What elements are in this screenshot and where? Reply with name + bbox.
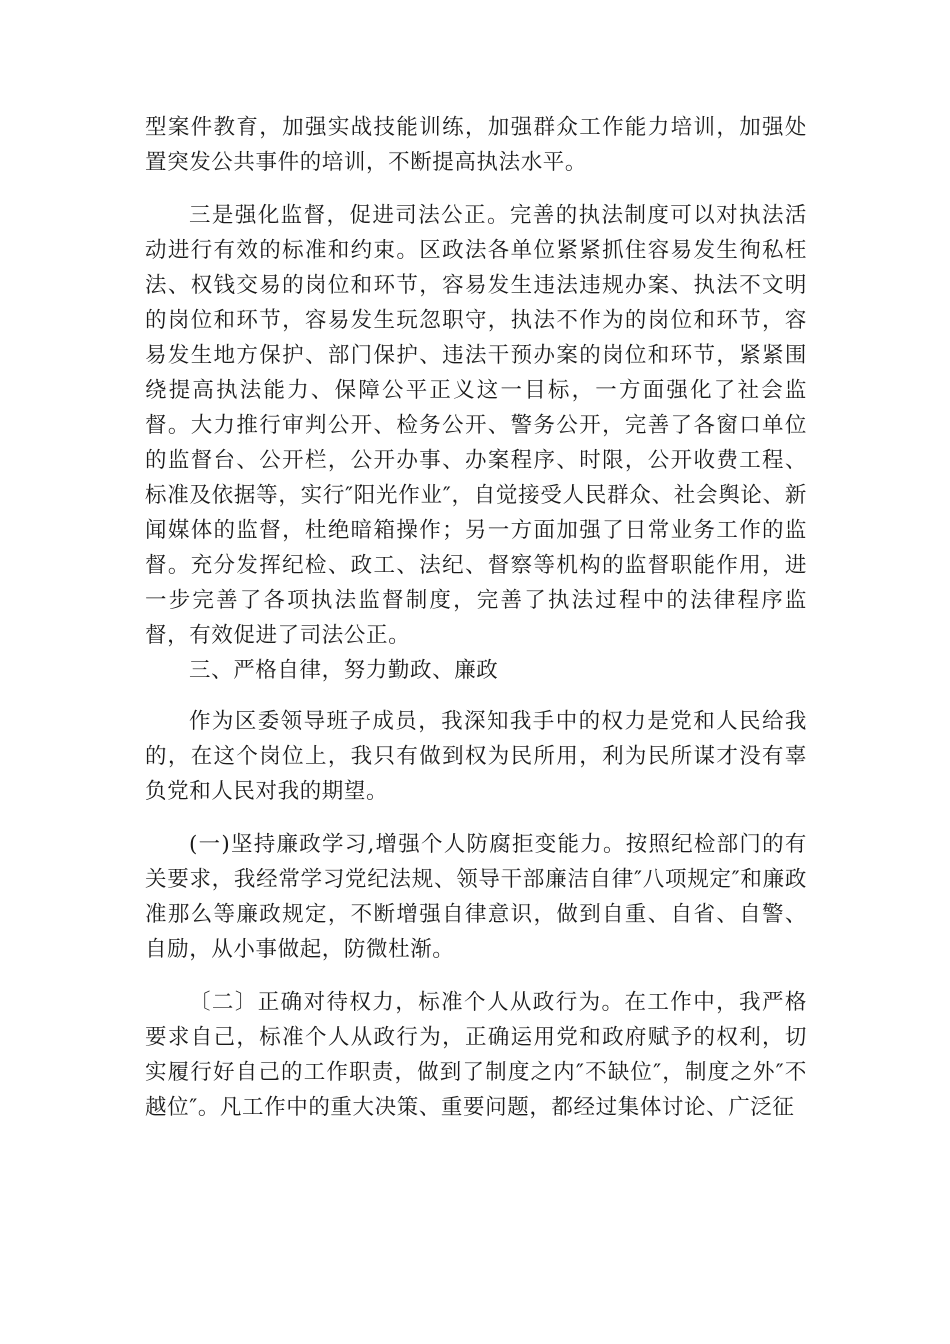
section-heading-self-discipline: 三、严格自律，努力勤政、廉政	[189, 658, 499, 683]
paragraph-integrity-study: (一)坚持廉政学习,增强个人防腐拒变能力。按照纪检部门的有关要求，我经常学习党纪法规、领导干部廉洁自律″八项规定″和廉政准那么等廉政规定，不断增强自律意识，做到自重、自省、自警、自励，从小事做起，防微杜渐。	[145, 832, 807, 962]
paragraph-strengthen-supervision: 三是强化监督，促进司法公正。完善的执法制度可以对执法活动进行有效的标准和约束。区政法各单位紧紧抓住容易发生徇私枉法、权钱交易的岗位和环节，容易发生违法违规办案、执法不文明的岗位和环节，容易发生玩忽职守，执法不作为的岗位和环节，容易发生地方保护、部门保护、违法干预办案的岗位和环节，紧紧围绕提高执法能力、保障公平正义这一目标，一方面强化了社会监督。大力推行审判公开、检务公开、警务公开，完善了各窗口单位的监督台、公开栏，公开办事、办案程序、时限，公开收费工程、标准及依据等，实行″阳光作业″，自觉接受人民群众、社会舆论、新闻媒体的监督，杜绝暗箱操作；另一方面加强了日常业务工作的监督。充分发挥纪检、政工、法纪、督察等机构的监督职能作用，进一步完善了各项执法监督制度，完善了执法过程中的法律程序监督，有效促进了司法公正。	[145, 203, 807, 648]
paragraph-leadership-role: 作为区委领导班子成员，我深知我手中的权力是党和人民给我的，在这个岗位上，我只有做到权为民所用，利为民所谋才没有辜负党和人民对我的期望。	[145, 709, 807, 804]
paragraph-continued-training: 型案件教育，加强实战技能训练，加强群众工作能力培训，加强处置突发公共事件的培训，不断提高执法水平。	[145, 115, 807, 175]
paragraph-correct-use-of-power: 〔二〕正确对待权力，标准个人从政行为。在工作中，我严格要求自己，标准个人从政行为，正确运用党和政府赋予的权利，切实履行好自己的工作职责，做到了制度之内″不缺位″，制度之外″不越位″。凡工作中的重大决策、重要问题，都经过集体讨论、广泛征	[145, 990, 807, 1120]
document-page	[145, 110, 807, 1125]
